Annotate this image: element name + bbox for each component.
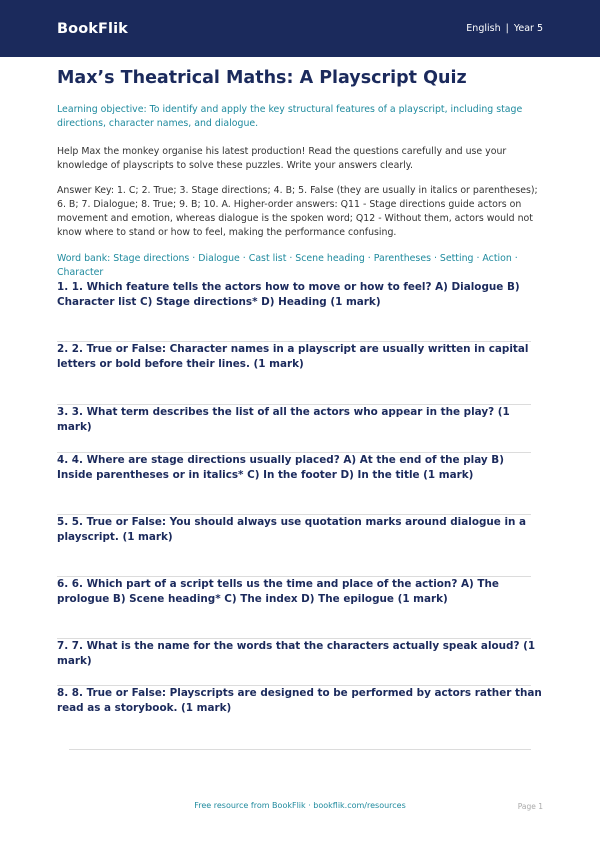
- brand-logo-text: BookFlik: [57, 20, 128, 37]
- intro-text: Help Max the monkey organise his latest production! Read the questions carefully and use your knowledge of playscripts to solve these puzzles. Write your answers clearly.: [57, 146, 507, 171]
- page-title: Max’s Theatrical Maths: A Playscript Quiz: [57, 68, 467, 88]
- question-7: 7. 7. What is the name for the words that the characters actually speak aloud? (1 mark): [57, 640, 536, 667]
- worksheet-intro: [57, 62, 543, 280]
- answer-key: Answer Key: 1. C; 2. True; 3. Stage directions; 4. B; 5. False (they are usually in italics or parentheses); 6. B; 7. Dialogue; 8. True; 9. B; 10. A. Higher-order answers: Q11 - Stage directions guide actors on movement and emotion, whereas dialogue is the spoken word; Q12 - Without them, actors would not know where to stand or how to feel, making the performance confusing.: [57, 185, 538, 238]
- question-4: 4. 4. Where are stage directions usually placed? A) At the end of the play B) Inside parentheses or in italics* C) In the footer D) In the title (1 mark): [57, 454, 504, 481]
- question-2: 2. 2. True or False: Character names in a playscript are usually written in capital letters or bold before their lines. (1 mark): [57, 343, 529, 370]
- page-number: Page 1: [517, 802, 543, 811]
- word-bank: Word bank: Stage directions · Dialogue · Cast list · Scene heading · Parentheses · Setting · Action · Character: [57, 253, 518, 278]
- question-5: 5. 5. True or False: You should always use quotation marks around dialogue in a playscript. (1 mark): [57, 516, 527, 543]
- answer-line-8[interactable]: [69, 749, 531, 750]
- footer-source: Free resource from BookFlik · bookflik.com/resources: [194, 801, 406, 810]
- year-label: Year 5: [513, 23, 543, 34]
- meta-separator: |: [505, 23, 509, 34]
- question-6: 6. 6. Which part of a script tells us the time and place of the action? A) The prologue B) Scene heading* C) The index D) The epilogue (1 mark): [57, 578, 499, 605]
- page-header: [0, 0, 600, 57]
- learning-objective: Learning objective: To identify and apply the key structural features of a playscript, including stage directions, character names, and dialogue.: [57, 104, 523, 129]
- question-1: 1. 1. Which feature tells the actors how to move or how to feel? A) Dialogue B) Character list C) Stage directions* D) Heading (1 mark): [57, 281, 520, 308]
- subject-label: English: [466, 23, 501, 34]
- subject-year-label: [466, 23, 543, 34]
- question-8: 8. 8. True or False: Playscripts are designed to be performed by actors rather than read as a storybook. (1 mark): [57, 687, 542, 714]
- question-3: 3. 3. What term describes the list of all the actors who appear in the play? (1 mark): [57, 406, 510, 433]
